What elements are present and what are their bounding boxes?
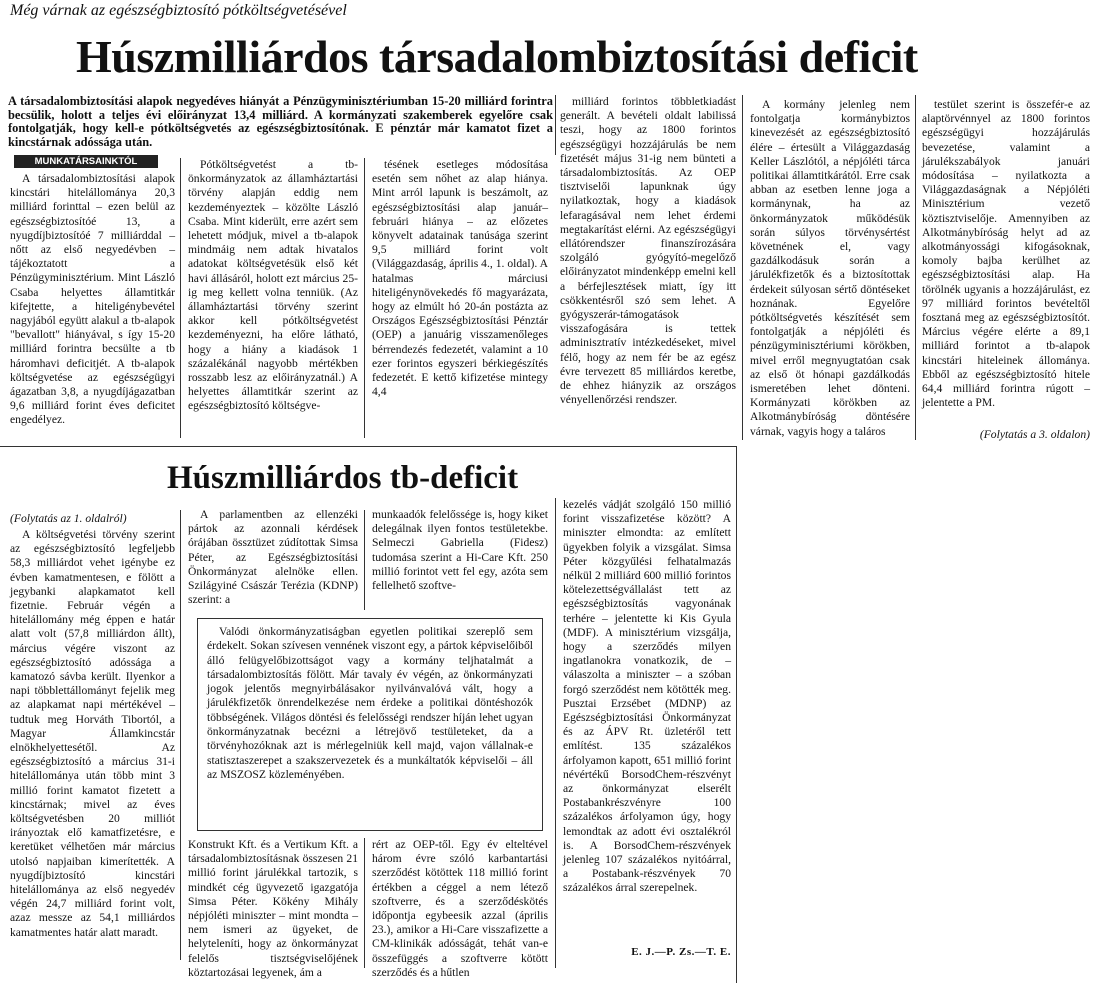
section-rule	[0, 446, 736, 447]
author-signature: E. J.—P. Zs.—T. E.	[631, 946, 731, 958]
byline-badge: MUNKATÁRSAINKTÓL	[14, 155, 158, 168]
column-rule	[555, 95, 556, 155]
paragraph: milliárd forintos többletkiadást generált. A bevételi oldalt labilissá teszi, hogy az 1800 forintos egészségügyi hozzájárulás be nem fizetését május 31-ig nem bünteti a társadalombiztosítás. Az OEP tisztviselői lapunknak úgy nyilatkoztak, hogy a kiadások lefaragásával nem lehet érdemi megtakarítást elérni. Az egészségügyi ellátórendszer finanszírozására szolgáló gyógyító-megelőző előirányzatot mindenképp emelni kell a bérfejlesztések miatt, így itt csökkentésről szó sem lehet. A gyógyszerár-támogatások visszafogására is tettek adminisztratív intézkedéseket, mivel félő, hogy az nem fér be az egész évre tervezett 85 milliárdos keretbe, de ehhez hiányzik az országos vényellenőrzési rendszer.	[560, 95, 736, 407]
paragraph: A költségvetési törvény szerint az egészségbiztosító legfeljebb 58,3 milliárdot vehet igénybe ez évben kamatmentesen, e fölött a jegybanki alapkamatot kell fizetnie. Február végén a hitelállomány még éppen e határ alatt volt (57,8 milliárdon állt), március végére viszont az egészségbiztosító adóssága a kamatozó sávba került. Ilyenkor a napi többlettállományt fejelik meg az alapkamat napi mértékével – tudtuk meg Horváth Tibortól, a Magyar Államkincstár elnökhelyettesétől. Az egészségbiztosító a március 31-i hitelállománya után több mint 3 millió forint kamatot fizetett a kincstárnak; mivel az éves költségvetésben 20 milliót irányoztak elő kamatfizetésre, e keretüket vélhetően már március utolsó napjaiban kimerítették. A nyugdíjbiztosító kincstári hitelállománya az első negyedév végén 24,7 milliárd forint volt, azaz messze az 54,1 milliárdos kamatmentes határ alatt maradt.	[10, 528, 175, 939]
article-column-4	[560, 95, 736, 407]
headline: Húszmilliárdos társadalombiztosítási deficit	[76, 31, 918, 82]
article-column-5	[750, 98, 910, 439]
column-rule	[742, 95, 743, 440]
column-rule	[915, 95, 916, 440]
second-headline: Húszmilliárdos tb-deficit	[167, 460, 519, 496]
article-column-b2-bottom	[188, 838, 358, 980]
column-rule	[364, 838, 365, 968]
article-column-b3-bottom	[372, 838, 548, 980]
paragraph: A parlamentben az ellenzéki pártok az azonnali kérdések órájában össztüzet zúdítottak Simsa Péter, az Egészségbiztosítási Önkormányzat alelnöke ellen. Szilágyiné Császár Terézia (KDNP) szerint: a	[188, 508, 358, 607]
paragraph: A társadalombiztosítási alapok kincstári hitelállománya 20,3 milliárd forinttal – ezen belül az egészségbiztosítóé 13, a nyugdíjbiztosítóé 7 milliárddal – nőtt az első negyedévben – tájékoztatott a Pénzügyminisztérium. Mint László Csaba helyettes államtitkár kifejtette, a hiteligénybevétel nagyjából együtt alakul a tb-alapok "bevallott" hiányával, s így 15-20 milliárd forintra becsülte a tb háromhavi deficitjét. A tb-alapok költségvetése az egészségügyi ágazatban 3,8, a nyugdíjágazatban 9,6 milliárd forint éves deficitet engedélyez.	[10, 172, 175, 427]
paragraph: munkaadók felelőssége is, hogy kiket delegálnak ilyen fontos testületekbe. Selmeczi Gabriella (Fidesz) tudomása szerint a Hi-Care Kft. 250 millió forintot vett fel egy, azóta sem fellelhető szoftve-	[372, 508, 548, 593]
kicker: Még várnak az egészségbiztosító pótköltségvetésével	[10, 2, 347, 19]
paragraph: tésének esetleges módosítása esetén sem nőhet az alap hiánya. Mint arról lapunk is beszámolt, az egészségbiztosítási alap január–februári hiánya – az előzetes könyvelt adatainak tanúsága szerint 9,5 milliárd forint volt (Világgazdaság, április 4., 1. oldal). A hatalmas márciusi hiteligénynövekedés fő magyarázata, hogy az elmúlt hó 20-án postázta az Országos Egészségbiztosítási Pénztár (OEP) a januárig visszamenőleges bérrendezés fedezetét, valamint a 10 ezer forintos egyszeri bérkiegészítés fedezetét. E kettő kifizetése mintegy 4,4	[372, 158, 548, 399]
article-column-6	[922, 98, 1090, 410]
lead-paragraph: A társadalombiztosítási alapok negyedéves hiányát a Pénzügyminisztériumban 15-20 milliárd forintra becsülik, holott a teljes évi előirányzat 13,4 milliárd. A kormányzati szakemberek egyelőre csak fontolgatják, hogy kell-e pótköltségvetés az egészségbiztosítónak. E pénztár már kamatot fizet a kincstárnak adóssága után.	[8, 94, 553, 149]
column-rule	[180, 158, 181, 438]
article-column-b2-top	[188, 508, 358, 607]
column-rule	[364, 510, 365, 610]
continued-from-note: (Folytatás az 1. oldalról)	[10, 512, 127, 525]
article-column-1	[10, 172, 175, 428]
paragraph: kezelés vádját szolgáló 150 millió forint visszafizetése között? A miniszter elmondta: az említett ügyekben folyik a vizsgálat. Simsa Péter közgyűlési felhatalmazás nélkül 2 milliárd 600 millió forintos kötelezettségvállalást tett az egészségbiztosítás vagyonának terhére – jelentette ki Kis Gyula (MDF). A minisztérium vizsgálja, hogy a szerződés milyen ingatlanokra vonatkozik, de – válaszolta a miniszter – a szóban forgó szerződést nem kötötték meg. Pusztai Erzsébet (MDNP) az Egészségbiztosítási Önkormányzat és az ÁPV Rt. üzletéről tett említést. 135 százalékos árfolyamon kapott, 651 millió forint névértékű BorsodChem-részvényt az önkormányzat elserélt Postabankrészvényre 100 százalékos árfolyamon úgy, hogy lemondtak az adott évi osztalékról is. A BorsodChem-részvények jelenleg 107 százalékos nyitóárral, a Postabank-részvények 70 százalékos árral szerepelnek.	[563, 498, 731, 895]
paragraph: rért az OEP-től. Egy év elteltével három évre szóló karbantartási szerződést kötöttek 118 millió forint értékben a céggel a nem létező szoftverre, és a szerződéskötés időpontja egybeesik azzal (április 23.), amikor a Hi-Care visszafizette a CM-klinikák adósságát, tehát van-e összefüggés a szoftverre kötött szerződés és a hűtlen	[372, 838, 548, 979]
column-rule	[180, 510, 181, 960]
paragraph: A kormány jelenleg nem fontolgatja kormánybiztos kinevezését az egészségbiztosító élére – értesült a Világgazdaság Keller Lászlótól, a népjóléti tárca politikai államtitkárától. Erre csak abban az esetben lenne joga a kormánynak, ha az önkormányzatok működésük során súlyos törvénysértést követnének el, vagy gazdálkodásuk során a járulékfizetők és a biztosítottak érdekeit súlyosan sértő döntéseket hoznának. Egyelőre pótköltségvetés készítését sem fontolgatják a népjóléti és pénzügyminisztériumi körökben, mivel erről megnyugtatóan csak az első öt hónapi gazdálkodás ismeretében lehet dönteni. Kormányzati körökben az Alkotmánybíróság döntésére várnak, vagyis hogy a taláros	[750, 98, 910, 438]
article-column-b4	[563, 498, 731, 896]
article-column-b3-top	[372, 508, 548, 593]
article-column-2	[188, 158, 358, 414]
column-rule	[364, 158, 365, 438]
continued-to-note: (Folytatás a 3. oldalon)	[979, 428, 1090, 441]
article-column-3	[372, 158, 548, 399]
quote-text: Valódi önkormányzatiságban egyetlen politikai szereplő sem érdekelt. Sokan szívesen vennének viszont egy, a pártok képviselőiből álló felügyelőbizottságot vagy a kormány teljhatalmát a társadalombiztosítás fölött. Már tavaly év végén, az önkormányzati jogok jelentős megnyirbálásakor nyilvánvalóvá vált, hogy a járulékfizetők önrendelkezése nem érdeke a politikai döntéshozók többségének. Világos döntési és felelősségi rendszer híján lehet ugyan önkormányzatnak becézni a létrejövő testületeket, da a törvényhozóknak azt is mérlegelniük kell majd, vajon vállalnak-e statisztaszerepet a szakszervezetek és a munkáltatók képviselői – áll az MSZOSZ közleményében.	[207, 625, 533, 781]
paragraph: testület szerint is összefér-e az alaptörvénnyel az 1800 forintos egészségügyi hozzájárulás bevezetése, valamint a járulékszabályok januári módosítása – nyilatkozta a Világgazdaságnak a Népjóléti Minisztérium vezető köztisztviselője. Amennyiben az Alkotmánybíróság helyt ad az alkotmányossági kifogásoknak, komoly bajba kerülhet az egészségbiztosítási alap. Ha törölnék ugyanis a hozzájárulást, ez 97 milliárd forintos bevételtől fosztaná meg az egészségbiztosítót. Március végére elérte a 89,1 milliárd forintot a tb-alapok kincstári hiteleinek állománya. Ebből az egészségbiztosító hitele 64,4 milliárd forintra rúgott – jelentette a PM.	[922, 98, 1090, 410]
paragraph: Pótköltségvetést a tb-önkormányzatok az államháztartási törvény alapján eddig nem kezdeményeztek – közölte László Csaba. Mint kiderült, erre azért sem lehetett módjuk, mivel a tb-alapok mindmáig nem adtak hivatalos adatokat költségvetésük első két havi állásáról, holott ezt március 25-ig meg kellett volna tenniük. (Az államháztartási törvény szerint akkor kell pótköltségvetést kezdeményezni, ha előre látható, hogy a hiány a kiadások 1 százalékánál nagyobb mértékben rosszabb lesz az előirányzatnál.) A helyettes államtitkár szerint az egészségbiztosító költségve-	[188, 158, 358, 413]
quote-box	[197, 618, 543, 831]
column-rule	[555, 498, 556, 968]
paragraph: Konstrukt Kft. és a Vertikum Kft. a társadalombiztosításnak összesen 21 millió forint járulékkal tartozik, s mindkét cég ügyvezető igazgatója Simsa Péter. Kökény Mihály népjóléti miniszter – mint mondta – nem ismeri az ügyeket, de helyteleníti, hogy az önkormányzat felelős tisztségviselőjének köztartozásai legyenek, ám a	[188, 838, 358, 979]
section-rule	[736, 446, 737, 983]
article-column-b1	[10, 528, 175, 940]
